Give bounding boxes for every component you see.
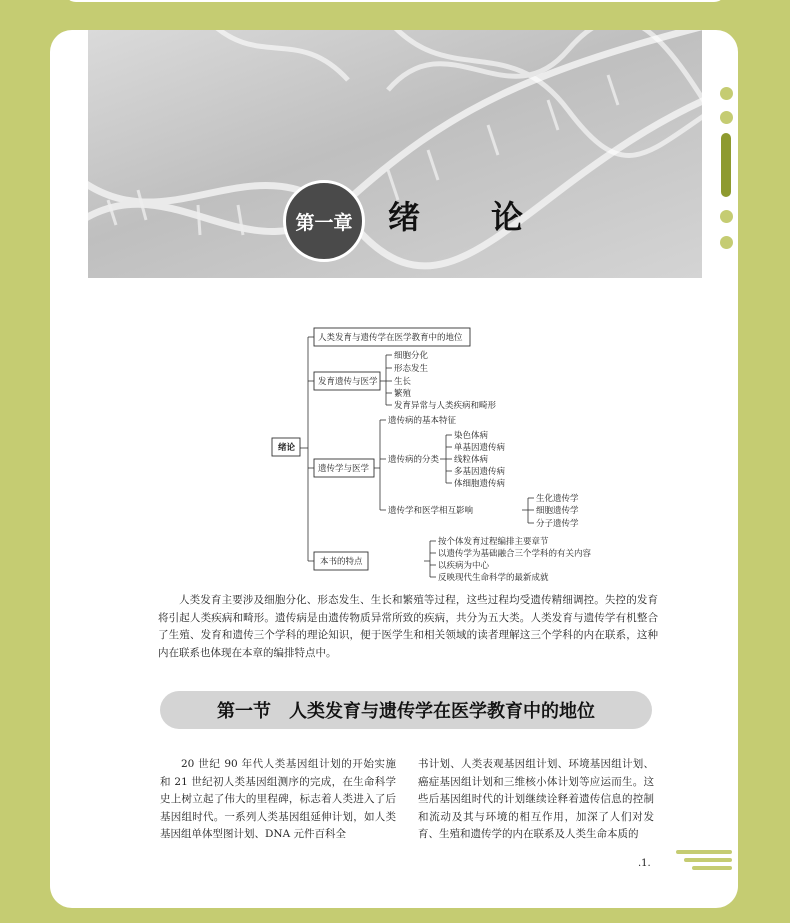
mindmap-leaf: 以遗传学为基础融合三个学科的有关内容: [438, 549, 592, 559]
chapter-title-char: 绪: [388, 198, 422, 236]
mindmap-leaf: 以疾病为中心: [438, 561, 490, 571]
nav-dot[interactable]: [720, 210, 733, 223]
mindmap-leaf: 形态发生: [394, 364, 429, 374]
mindmap-leaf: 遗传病的基本特征: [388, 416, 457, 426]
nav-dot[interactable]: [720, 236, 733, 249]
mindmap-leaf: 生长: [394, 377, 412, 387]
book-page: [50, 30, 738, 908]
mindmap-branch: 遗传学与医学: [318, 464, 370, 474]
body-text-left-column: 20 世纪 90 年代人类基因组计划的开始实施和 21 世纪初人类基因组测序的完成，在生命科学史上树立起了伟大的里程碑，标志着人类进入了后基因组时代。一系列人类基因组延伸计划，如人类基因组单体型图计划、DNA 元件百科全: [160, 758, 396, 840]
chapter-banner: [88, 30, 702, 278]
mindmap-branch: 本书的特点: [320, 557, 363, 567]
mindmap-leaf: 单基因遗传病: [454, 443, 506, 453]
mindmap-leaf: 按个体发育过程编排主要章节: [438, 537, 549, 547]
chapter-title: [388, 192, 524, 238]
page-number: .1.: [638, 858, 651, 869]
mindmap-branch: 发育遗传与医学: [318, 377, 378, 387]
mindmap-root: 绪论: [278, 443, 296, 453]
mindmap-leaf: 线粒体病: [454, 455, 489, 465]
nav-dot[interactable]: [720, 87, 733, 100]
previous-page-edge: [64, 0, 726, 2]
nav-dot-active[interactable]: [721, 133, 731, 197]
mindmap-leaf: 遗传学和医学相互影响: [388, 506, 474, 516]
chapter-mindmap: [270, 320, 600, 590]
section-heading: 第一节 人类发育与遗传学在医学教育中的地位: [160, 691, 652, 729]
mindmap-leaf: 分子遗传学: [536, 519, 579, 529]
mindmap-branch: 人类发育与遗传学在医学教育中的地位: [318, 333, 463, 343]
body-text-right-column: 书计划、人类表观基因组计划、环境基因组计划、癌症基因组计划和三维核小体计划等应运而生。这些后基因组时代的计划继续诠释着遗传信息的控制和流动及其与环境的相互作用，加深了人们对发育、生殖和遗传学的内在联系及人类生命本质的: [418, 758, 654, 840]
mindmap-leaf: 多基因遗传病: [454, 467, 506, 477]
mindmap-leaf: 染色体病: [454, 431, 489, 441]
chapter-intro-paragraph: 人类发育主要涉及细胞分化、形态发生、生长和繁殖等过程，这些过程均受遗传精细调控。失控的发育将引起人类疾病和畸形。遗传病是由遗传物质异常所致的疾病，共分为五大类。人类发育与遗传学有机整合了生殖、发育和遗传三个学科的理论知识，便于医学生和相关领域的读者理解这三个学科的内在联系，这种内在联系也体现在本章的编排特点中。: [158, 594, 658, 659]
mindmap-leaf: 遗传病的分类: [388, 455, 440, 465]
mindmap-leaf: 生化遗传学: [536, 494, 579, 504]
mindmap-leaf: 体细胞遗传病: [454, 479, 506, 489]
mindmap-leaf: 反映现代生命科学的最新成就: [438, 573, 549, 583]
mindmap-leaf: 繁殖: [394, 389, 412, 399]
nav-dot[interactable]: [720, 111, 733, 124]
mindmap-leaf: 细胞遗传学: [536, 506, 579, 516]
chapter-number-badge: 第一章: [283, 180, 365, 262]
mindmap-leaf: 发育异常与人类疾病和畸形: [394, 401, 497, 411]
dna-helix-background: [88, 30, 702, 278]
mindmap-leaf: 细胞分化: [394, 351, 429, 361]
chapter-title-char: 论: [491, 198, 525, 236]
